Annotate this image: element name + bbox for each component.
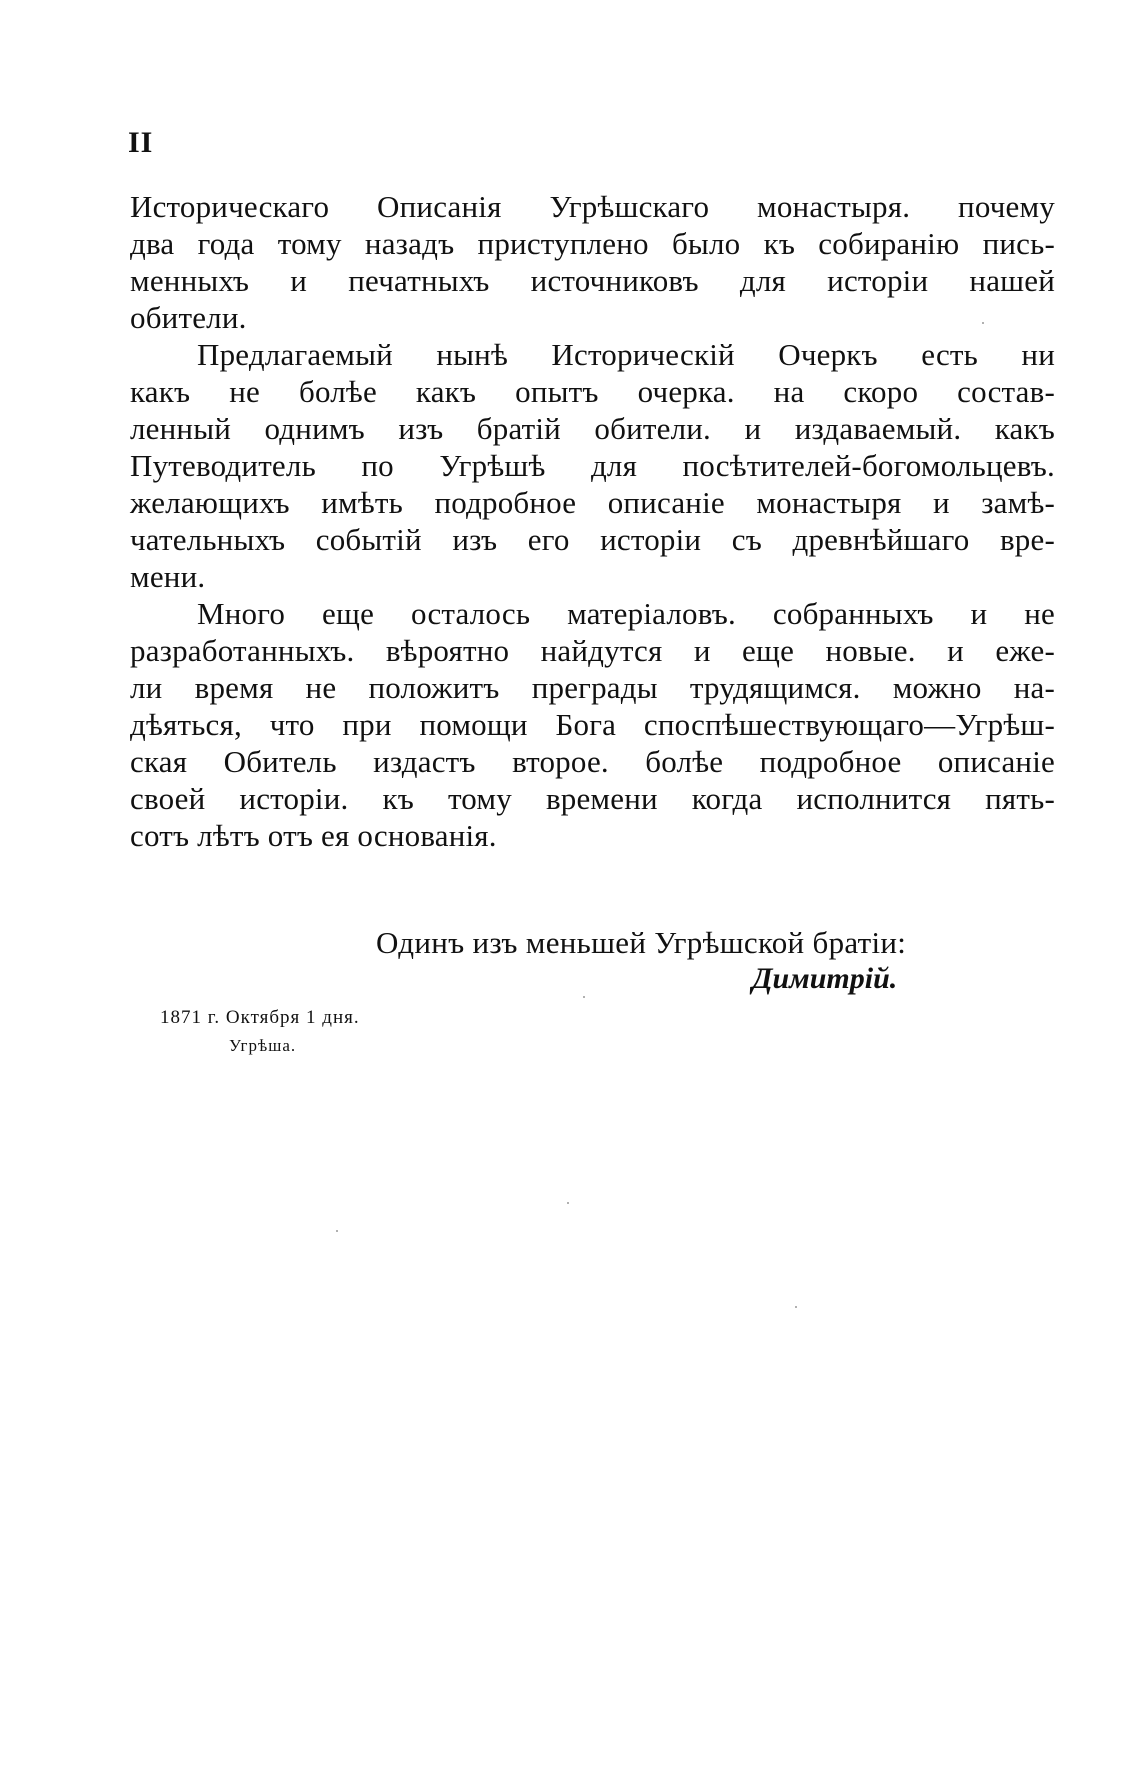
date-line: 1871 г. Октября 1 дня. xyxy=(160,1007,360,1028)
paragraph-line: обители. xyxy=(130,300,247,335)
place-line: Угрѣша. xyxy=(229,1036,297,1055)
paragraph-line: Предлагаемый нынѣ Историческій Очеркъ есть ни xyxy=(197,337,1055,372)
print-speck xyxy=(583,996,585,998)
paragraph-line: желающихъ имѣть подробное описаніе монастыря и замѣ- xyxy=(130,485,1055,520)
paragraph-line: какъ не болѣе какъ опытъ очерка. на скоро состав- xyxy=(130,374,1055,409)
signer-name: Димитрій. xyxy=(752,962,898,995)
body-text xyxy=(130,188,1055,854)
paragraph-line: мени. xyxy=(130,559,206,594)
signature-line: Одинъ изъ меньшей Угрѣшской братіи: xyxy=(376,925,907,960)
paragraph-line: Историческаго Описанія Угрѣшскаго монастыря. почему xyxy=(130,189,1055,224)
paragraph-line: Много еще осталось матеріаловъ. собранныхъ и не xyxy=(197,596,1055,631)
paragraph-line: Путеводитель по Угрѣшѣ для посѣтителей-богомольцевъ. xyxy=(130,448,1055,483)
paragraph-line: ленный однимъ изъ братій обители. и издаваемый. какъ xyxy=(130,411,1055,446)
paragraph-line: два года тому назадъ приступлено было къ собиранію пись- xyxy=(130,226,1055,261)
paragraph-line: чательныхъ событій изъ его исторіи съ древнѣйшаго вре- xyxy=(130,522,1055,557)
paragraph-line: дѣяться, что при помощи Бога споспѣшествующаго—Угрѣш- xyxy=(130,707,1055,742)
paragraph-line: разработанныхъ. вѣроятно найдутся и еще новые. и еже- xyxy=(130,633,1055,668)
paragraph-line: сотъ лѣтъ отъ ея основанія. xyxy=(130,818,497,853)
paragraph-line: ская Обитель издастъ второе. болѣе подробное описаніе xyxy=(130,744,1055,779)
print-speck xyxy=(336,1230,338,1232)
paragraph-line: менныхъ и печатныхъ источниковъ для исторіи нашей xyxy=(130,263,1055,298)
print-speck xyxy=(795,1306,797,1308)
page-number: II xyxy=(128,126,154,159)
paragraph-line: своей исторіи. къ тому времени когда исполнится пять- xyxy=(130,781,1055,816)
print-speck xyxy=(567,1202,569,1204)
paragraph-line: ли время не положитъ преграды трудящимся. можно на- xyxy=(130,670,1055,705)
print-speck xyxy=(982,322,984,324)
